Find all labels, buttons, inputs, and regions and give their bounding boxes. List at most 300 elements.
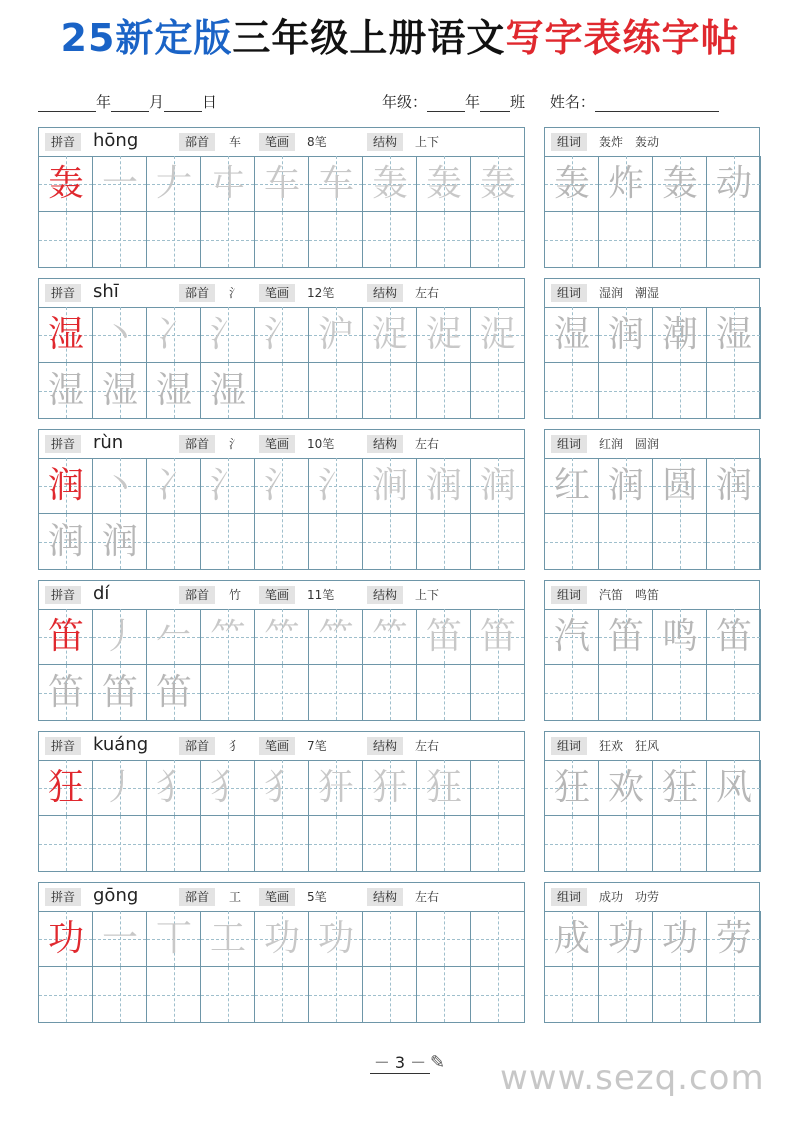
pinyin-value: hōng bbox=[93, 130, 139, 151]
word-cell[interactable] bbox=[707, 816, 761, 872]
character-panel bbox=[38, 731, 525, 872]
practice-cell[interactable] bbox=[471, 911, 525, 967]
cell-char: 氵 bbox=[263, 465, 300, 506]
practice-cell[interactable] bbox=[147, 816, 201, 872]
word-cell[interactable] bbox=[707, 307, 761, 363]
day-blank[interactable] bbox=[164, 93, 202, 112]
cell-guide-v bbox=[498, 967, 499, 1022]
name-blank[interactable] bbox=[595, 93, 719, 112]
grade-year-label: 年 bbox=[465, 93, 481, 111]
words-tag: 组词 bbox=[551, 435, 587, 453]
structure-value: 上下 bbox=[415, 588, 440, 602]
practice-cell[interactable] bbox=[309, 967, 363, 1023]
cell-guide-v bbox=[626, 514, 627, 569]
words-grid bbox=[545, 911, 759, 1022]
word-cell[interactable] bbox=[653, 363, 707, 419]
model-char-cell[interactable] bbox=[39, 911, 93, 967]
practice-cell[interactable] bbox=[147, 665, 201, 721]
practice-cell[interactable] bbox=[417, 156, 471, 212]
word-cell[interactable] bbox=[545, 307, 599, 363]
cell-char: 笛 bbox=[155, 672, 192, 713]
strokes-value: 8笔 bbox=[307, 135, 327, 149]
practice-cell[interactable] bbox=[471, 363, 525, 419]
practice-cell[interactable] bbox=[147, 609, 201, 665]
practice-cell[interactable] bbox=[309, 609, 363, 665]
cell-guide-v bbox=[498, 760, 499, 815]
practice-cell[interactable] bbox=[93, 458, 147, 514]
year-blank[interactable] bbox=[38, 93, 96, 112]
practice-cell[interactable] bbox=[201, 816, 255, 872]
structure-value: 左右 bbox=[415, 437, 440, 451]
practice-cell[interactable] bbox=[255, 760, 309, 816]
cell-char: 氵 bbox=[209, 314, 246, 355]
cell-guide-v bbox=[336, 816, 337, 871]
word-cell[interactable] bbox=[653, 156, 707, 212]
practice-cell[interactable] bbox=[363, 156, 417, 212]
practice-cell[interactable] bbox=[147, 967, 201, 1023]
cell-guide-v bbox=[680, 816, 681, 871]
pinyin-tag: 拼音 bbox=[45, 284, 81, 302]
practice-cell[interactable] bbox=[363, 514, 417, 570]
words-value: 成功 功劳 bbox=[599, 890, 660, 904]
cell-char: 氵 bbox=[263, 314, 300, 355]
date-fields bbox=[38, 92, 217, 112]
cell-char: 轰 bbox=[47, 163, 84, 204]
cell-guide-v bbox=[228, 816, 229, 871]
cell-char: 犭 bbox=[209, 767, 246, 808]
word-cell[interactable] bbox=[653, 665, 707, 721]
practice-cell[interactable] bbox=[147, 760, 201, 816]
practice-cell[interactable] bbox=[93, 967, 147, 1023]
practice-cell[interactable] bbox=[255, 514, 309, 570]
practice-cell[interactable] bbox=[93, 665, 147, 721]
cell-char: 润 bbox=[479, 465, 516, 506]
word-cell[interactable] bbox=[545, 363, 599, 419]
cell-guide-v bbox=[498, 363, 499, 418]
cell-char: 涧 bbox=[371, 465, 408, 506]
cell-guide-v bbox=[680, 363, 681, 418]
practice-cell[interactable] bbox=[201, 665, 255, 721]
practice-cell[interactable] bbox=[309, 760, 363, 816]
words-info-bar bbox=[545, 883, 759, 912]
word-cell[interactable] bbox=[545, 665, 599, 721]
word-cell[interactable] bbox=[599, 363, 653, 419]
title-part-2: 三年级上册语文 bbox=[232, 16, 506, 60]
radical-value: 竹 bbox=[229, 588, 242, 602]
cell-char: 车 bbox=[317, 163, 354, 204]
practice-cell[interactable] bbox=[309, 156, 363, 212]
model-char-cell[interactable] bbox=[39, 307, 93, 363]
practice-cell[interactable] bbox=[147, 156, 201, 212]
practice-cell[interactable] bbox=[255, 967, 309, 1023]
practice-cell[interactable] bbox=[39, 665, 93, 721]
cell-char: 车 bbox=[263, 163, 300, 204]
cell-guide-v bbox=[390, 967, 391, 1022]
words-grid bbox=[545, 760, 759, 871]
practice-cell[interactable] bbox=[39, 816, 93, 872]
practice-cell[interactable] bbox=[417, 458, 471, 514]
cell-char: 犭 bbox=[155, 767, 192, 808]
cell-char: 笛 bbox=[425, 616, 462, 657]
practice-cell[interactable] bbox=[93, 816, 147, 872]
cell-guide-v bbox=[120, 967, 121, 1022]
word-cell[interactable] bbox=[653, 458, 707, 514]
practice-cell[interactable] bbox=[363, 967, 417, 1023]
cell-guide-v bbox=[174, 967, 175, 1022]
words-value: 轰炸 轰动 bbox=[599, 135, 660, 149]
cell-char: 笛 bbox=[47, 672, 84, 713]
word-cell[interactable] bbox=[599, 212, 653, 268]
cell-char: 丅 bbox=[155, 918, 192, 959]
word-cell[interactable] bbox=[707, 363, 761, 419]
model-char-cell[interactable] bbox=[39, 760, 93, 816]
words-info-bar bbox=[545, 732, 759, 761]
radical-value: 车 bbox=[229, 135, 242, 149]
word-cell[interactable] bbox=[599, 514, 653, 570]
cell-char: 鸣 bbox=[661, 616, 698, 657]
words-info-bar bbox=[545, 128, 759, 157]
word-cell[interactable] bbox=[599, 609, 653, 665]
word-cell[interactable] bbox=[707, 609, 761, 665]
practice-cell[interactable] bbox=[417, 514, 471, 570]
character-info-bar bbox=[39, 883, 524, 912]
practice-cell[interactable] bbox=[201, 212, 255, 268]
practice-cell[interactable] bbox=[201, 967, 255, 1023]
words-info-bar bbox=[545, 279, 759, 308]
word-cell[interactable] bbox=[599, 307, 653, 363]
word-cell[interactable] bbox=[599, 458, 653, 514]
practice-cell[interactable] bbox=[255, 307, 309, 363]
cell-char: 狂 bbox=[553, 767, 590, 808]
word-cell[interactable] bbox=[545, 514, 599, 570]
strokes-tag: 笔画 bbox=[259, 586, 295, 604]
word-cell[interactable] bbox=[599, 967, 653, 1023]
cell-guide-v bbox=[282, 363, 283, 418]
practice-row bbox=[38, 278, 760, 419]
practice-cell[interactable] bbox=[471, 156, 525, 212]
practice-cell[interactable] bbox=[255, 458, 309, 514]
character-info-bar bbox=[39, 581, 524, 610]
practice-cell[interactable] bbox=[201, 760, 255, 816]
word-cell[interactable] bbox=[653, 760, 707, 816]
cell-char: 动 bbox=[715, 163, 752, 204]
cell-char: ⺮ bbox=[317, 616, 354, 657]
practice-cell[interactable] bbox=[417, 967, 471, 1023]
practice-cell[interactable] bbox=[471, 760, 525, 816]
cell-char: 犭 bbox=[263, 767, 300, 808]
practice-cell[interactable] bbox=[147, 458, 201, 514]
pinyin-value: kuáng bbox=[93, 734, 149, 755]
grade-blank[interactable] bbox=[427, 93, 465, 112]
practice-cell[interactable] bbox=[363, 458, 417, 514]
cell-char: 润 bbox=[715, 465, 752, 506]
strokes-value: 12笔 bbox=[307, 286, 335, 300]
cell-guide-v bbox=[626, 363, 627, 418]
word-cell[interactable] bbox=[707, 760, 761, 816]
cell-guide-v bbox=[734, 816, 735, 871]
cell-char: 氵 bbox=[209, 465, 246, 506]
cell-guide-v bbox=[390, 911, 391, 966]
cell-guide-v bbox=[174, 212, 175, 267]
practice-cell[interactable] bbox=[39, 363, 93, 419]
practice-cell[interactable] bbox=[417, 363, 471, 419]
cell-char: 沪 bbox=[317, 314, 354, 355]
pinyin-tag: 拼音 bbox=[45, 435, 81, 453]
pinyin-tag: 拼音 bbox=[45, 133, 81, 151]
cell-char: 一 bbox=[101, 163, 138, 204]
cell-char: 润 bbox=[47, 465, 84, 506]
cell-char: 狂 bbox=[661, 767, 698, 808]
cell-guide-v bbox=[498, 212, 499, 267]
practice-cell[interactable] bbox=[309, 911, 363, 967]
practice-cell[interactable] bbox=[363, 816, 417, 872]
word-cell[interactable] bbox=[599, 816, 653, 872]
word-cell[interactable] bbox=[599, 760, 653, 816]
practice-cell[interactable] bbox=[201, 307, 255, 363]
cell-char: 湿 bbox=[553, 314, 590, 355]
cell-guide-v bbox=[228, 967, 229, 1022]
practice-cell[interactable] bbox=[417, 609, 471, 665]
practice-cell[interactable] bbox=[471, 307, 525, 363]
cell-char: 湿 bbox=[209, 370, 246, 411]
word-cell[interactable] bbox=[707, 911, 761, 967]
cell-guide-v bbox=[66, 967, 67, 1022]
structure-value: 左右 bbox=[415, 739, 440, 753]
strokes-tag: 笔画 bbox=[259, 284, 295, 302]
word-cell[interactable] bbox=[653, 911, 707, 967]
cell-char: 润 bbox=[47, 521, 84, 562]
practice-cell[interactable] bbox=[363, 911, 417, 967]
cell-char: 功 bbox=[263, 918, 300, 959]
cell-char: 笛 bbox=[479, 616, 516, 657]
practice-cell[interactable] bbox=[39, 212, 93, 268]
cell-guide-v bbox=[282, 514, 283, 569]
strokes-tag: 笔画 bbox=[259, 133, 295, 151]
practice-cell[interactable] bbox=[39, 967, 93, 1023]
practice-cell[interactable] bbox=[363, 665, 417, 721]
watermark: www.sezq.com bbox=[500, 1058, 765, 1098]
practice-grid bbox=[39, 760, 524, 871]
cell-guide-v bbox=[390, 816, 391, 871]
radical-tag: 部首 bbox=[179, 133, 215, 151]
practice-cell[interactable] bbox=[309, 212, 363, 268]
cell-char: 笛 bbox=[47, 616, 84, 657]
cell-guide-v bbox=[336, 514, 337, 569]
word-cell[interactable] bbox=[707, 212, 761, 268]
cell-char: 工 bbox=[209, 918, 246, 959]
class-blank[interactable] bbox=[480, 93, 510, 112]
practice-cell[interactable] bbox=[93, 307, 147, 363]
cell-guide-v bbox=[282, 212, 283, 267]
practice-cell[interactable] bbox=[147, 514, 201, 570]
word-cell[interactable] bbox=[653, 609, 707, 665]
title-part-1: 25新定版 bbox=[60, 16, 233, 60]
practice-cell[interactable] bbox=[417, 760, 471, 816]
word-cell[interactable] bbox=[707, 967, 761, 1023]
practice-cell[interactable] bbox=[147, 307, 201, 363]
practice-cell[interactable] bbox=[255, 156, 309, 212]
pen-icon: ✎ bbox=[430, 1052, 446, 1073]
cell-char: 𠂉 bbox=[155, 616, 192, 657]
cell-char: 湿 bbox=[47, 370, 84, 411]
model-char-cell[interactable] bbox=[39, 609, 93, 665]
words-panel bbox=[544, 580, 760, 721]
cell-guide-v bbox=[336, 665, 337, 720]
cell-char: 功 bbox=[47, 918, 84, 959]
cell-char: 轰 bbox=[371, 163, 408, 204]
practice-cell[interactable] bbox=[471, 816, 525, 872]
practice-cell[interactable] bbox=[363, 609, 417, 665]
cell-guide-v bbox=[444, 514, 445, 569]
cell-char: ⺮ bbox=[263, 616, 300, 657]
practice-cell[interactable] bbox=[363, 363, 417, 419]
word-cell[interactable] bbox=[599, 156, 653, 212]
practice-cell[interactable] bbox=[309, 816, 363, 872]
practice-cell[interactable] bbox=[417, 212, 471, 268]
strokes-value: 11笔 bbox=[307, 588, 335, 602]
page-title bbox=[0, 14, 800, 62]
cell-char: 轰 bbox=[553, 163, 590, 204]
practice-cell[interactable] bbox=[417, 665, 471, 721]
cell-guide-v bbox=[444, 967, 445, 1022]
cell-guide-v bbox=[572, 665, 573, 720]
word-cell[interactable] bbox=[707, 458, 761, 514]
word-cell[interactable] bbox=[707, 514, 761, 570]
practice-cell[interactable] bbox=[147, 363, 201, 419]
cell-guide-v bbox=[228, 212, 229, 267]
practice-cell[interactable] bbox=[309, 307, 363, 363]
word-cell[interactable] bbox=[599, 911, 653, 967]
practice-cell[interactable] bbox=[309, 363, 363, 419]
student-fields bbox=[382, 92, 719, 112]
word-cell[interactable] bbox=[545, 911, 599, 967]
practice-cell[interactable] bbox=[201, 609, 255, 665]
practice-cell[interactable] bbox=[147, 911, 201, 967]
cell-guide-v bbox=[174, 514, 175, 569]
word-cell[interactable] bbox=[653, 816, 707, 872]
practice-cell[interactable] bbox=[309, 514, 363, 570]
word-cell[interactable] bbox=[707, 665, 761, 721]
cell-guide-v bbox=[680, 514, 681, 569]
words-panel bbox=[544, 882, 760, 1023]
name-label: 姓名： bbox=[549, 93, 595, 111]
practice-cell[interactable] bbox=[255, 609, 309, 665]
practice-cell[interactable] bbox=[39, 514, 93, 570]
practice-cell[interactable] bbox=[471, 967, 525, 1023]
word-cell[interactable] bbox=[653, 212, 707, 268]
cell-guide-v bbox=[734, 363, 735, 418]
title-part-3: 写字表练字帖 bbox=[505, 16, 740, 60]
cell-guide-v bbox=[444, 816, 445, 871]
practice-cell[interactable] bbox=[471, 212, 525, 268]
practice-cell[interactable] bbox=[471, 458, 525, 514]
practice-cell[interactable] bbox=[201, 156, 255, 212]
practice-cell[interactable] bbox=[309, 665, 363, 721]
practice-cell[interactable] bbox=[255, 212, 309, 268]
word-cell[interactable] bbox=[545, 816, 599, 872]
cell-char: 湿 bbox=[155, 370, 192, 411]
cell-char: 丿 bbox=[101, 767, 138, 808]
practice-cell[interactable] bbox=[201, 911, 255, 967]
practice-cell[interactable] bbox=[471, 665, 525, 721]
word-cell[interactable] bbox=[653, 967, 707, 1023]
word-cell[interactable] bbox=[545, 760, 599, 816]
practice-cell[interactable] bbox=[255, 911, 309, 967]
practice-cell[interactable] bbox=[255, 363, 309, 419]
practice-cell[interactable] bbox=[93, 514, 147, 570]
cell-char: 功 bbox=[317, 918, 354, 959]
cell-char: 浞 bbox=[371, 314, 408, 355]
word-cell[interactable] bbox=[545, 967, 599, 1023]
structure-tag: 结构 bbox=[367, 737, 403, 755]
cell-char: 狂 bbox=[425, 767, 462, 808]
practice-cell[interactable] bbox=[93, 760, 147, 816]
practice-cell[interactable] bbox=[93, 363, 147, 419]
cell-char: 犴 bbox=[371, 767, 408, 808]
practice-cell[interactable] bbox=[93, 609, 147, 665]
word-cell[interactable] bbox=[545, 458, 599, 514]
model-char-cell[interactable] bbox=[39, 156, 93, 212]
word-cell[interactable] bbox=[707, 156, 761, 212]
practice-cell[interactable] bbox=[201, 363, 255, 419]
word-cell[interactable] bbox=[653, 514, 707, 570]
cell-guide-v bbox=[572, 514, 573, 569]
practice-cell[interactable] bbox=[417, 307, 471, 363]
month-label: 月 bbox=[149, 93, 165, 111]
structure-tag: 结构 bbox=[367, 284, 403, 302]
word-cell[interactable] bbox=[599, 665, 653, 721]
structure-tag: 结构 bbox=[367, 435, 403, 453]
practice-cell[interactable] bbox=[255, 665, 309, 721]
practice-cell[interactable] bbox=[93, 212, 147, 268]
month-blank[interactable] bbox=[111, 93, 149, 112]
practice-cell[interactable] bbox=[363, 760, 417, 816]
practice-grid bbox=[39, 609, 524, 720]
practice-cell[interactable] bbox=[93, 156, 147, 212]
cell-char: 轰 bbox=[425, 163, 462, 204]
word-cell[interactable] bbox=[653, 307, 707, 363]
word-cell[interactable] bbox=[545, 609, 599, 665]
practice-cell[interactable] bbox=[255, 816, 309, 872]
practice-cell[interactable] bbox=[417, 911, 471, 967]
practice-cell[interactable] bbox=[471, 609, 525, 665]
practice-cell[interactable] bbox=[363, 212, 417, 268]
practice-cell[interactable] bbox=[471, 514, 525, 570]
practice-cell[interactable] bbox=[309, 458, 363, 514]
practice-cell[interactable] bbox=[147, 212, 201, 268]
pinyin-value: dí bbox=[93, 583, 110, 604]
cell-char: 氵 bbox=[317, 465, 354, 506]
words-grid bbox=[545, 458, 759, 569]
practice-cell[interactable] bbox=[417, 816, 471, 872]
character-info-bar bbox=[39, 732, 524, 761]
practice-cell[interactable] bbox=[201, 514, 255, 570]
strokes-value: 7笔 bbox=[307, 739, 327, 753]
word-cell[interactable] bbox=[545, 212, 599, 268]
page-number: － 3 － bbox=[360, 1050, 440, 1074]
practice-row bbox=[38, 731, 760, 872]
word-cell[interactable] bbox=[545, 156, 599, 212]
cell-guide-v bbox=[390, 665, 391, 720]
cell-guide-v bbox=[626, 212, 627, 267]
practice-cell[interactable] bbox=[363, 307, 417, 363]
model-char-cell[interactable] bbox=[39, 458, 93, 514]
practice-cell[interactable] bbox=[201, 458, 255, 514]
cell-guide-v bbox=[66, 212, 67, 267]
cell-guide-v bbox=[66, 816, 67, 871]
practice-cell[interactable] bbox=[93, 911, 147, 967]
cell-char: ⺮ bbox=[209, 616, 246, 657]
